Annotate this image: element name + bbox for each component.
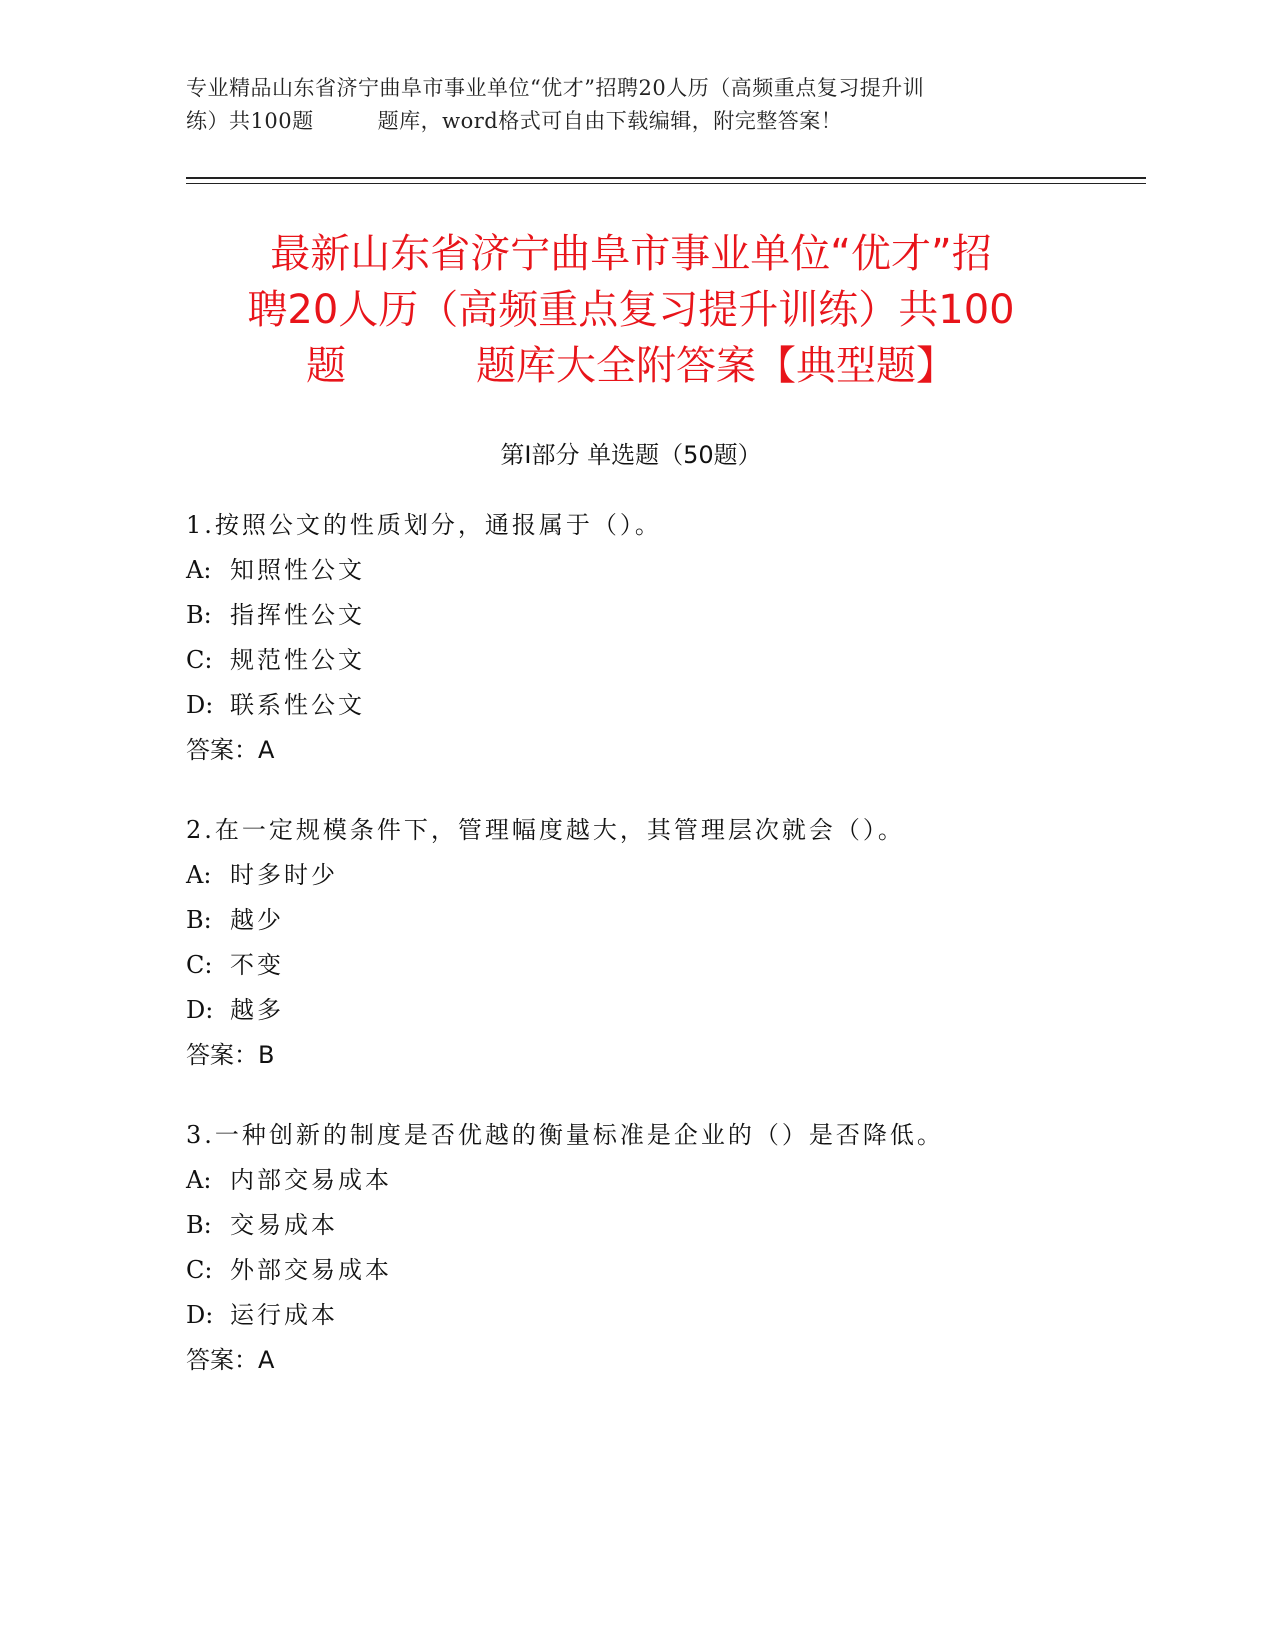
option-b [186,593,1086,638]
title-line-3 [186,338,1076,394]
option-letter: C: [186,951,213,979]
option-letter: B: [186,1211,212,1239]
option-text: 内部交易成本 [230,1166,392,1194]
question-3 [186,1113,1086,1383]
title-line-1: 最新山东省济宁曲阜市事业单位“优才”招 [270,231,992,277]
question-1 [186,503,1086,773]
option-text: 不变 [230,951,284,979]
header-line-2-part-2: 题库，word格式可自由下载编辑，附完整答案！ [377,109,843,133]
option-d [186,1293,1086,1338]
section-title: 第Ⅰ部分 单选题（50题） [500,441,762,469]
option-c [186,943,1086,988]
option-a [186,853,1086,898]
option-letter: D: [186,996,214,1024]
answer-line: 答案：A [186,1346,275,1374]
option-text: 知照性公文 [230,556,365,584]
answer-line: 答案：B [186,1041,275,1069]
option-letter: B: [186,601,212,629]
document-title [186,226,1076,394]
option-text: 外部交易成本 [230,1256,392,1284]
option-letter: C: [186,646,213,674]
option-b [186,898,1086,943]
option-text: 运行成本 [230,1301,338,1329]
header-divider-thin [186,183,1146,184]
option-b [186,1203,1086,1248]
option-text: 联系性公文 [230,691,365,719]
header-line-1: 专业精品山东省济宁曲阜市事业单位“优才”招聘20人历（高频重点复习提升训 [186,76,925,100]
option-a [186,1158,1086,1203]
option-letter: A: [186,1166,212,1194]
option-d [186,988,1086,1033]
option-text: 时多时少 [230,861,338,889]
option-c [186,638,1086,683]
option-letter: B: [186,906,212,934]
question-2 [186,808,1086,1078]
question-stem: 3.一种创新的制度是否优越的衡量标准是企业的（）是否降低。 [186,1121,944,1149]
option-letter: C: [186,1256,213,1284]
option-letter: A: [186,556,212,584]
option-a [186,548,1086,593]
header-line-2 [186,105,1086,138]
header-line-2-part-1: 练）共100题 [186,109,314,133]
title-line-3-part-1: 题 [306,343,346,389]
option-letter: D: [186,1301,214,1329]
header-divider-thick [186,177,1146,179]
option-text: 越多 [230,996,284,1024]
option-text: 规范性公文 [230,646,365,674]
option-d [186,683,1086,728]
question-stem: 2.在一定规模条件下，管理幅度越大，其管理层次就会（）。 [186,816,905,844]
answer-line: 答案：A [186,736,275,764]
question-stem: 1.按照公文的性质划分，通报属于（）。 [186,511,662,539]
option-text: 越少 [230,906,284,934]
option-text: 指挥性公文 [230,601,365,629]
option-c [186,1248,1086,1293]
document-header [186,72,1086,138]
option-text: 交易成本 [230,1211,338,1239]
title-line-3-part-2: 题库大全附答案【典型题】 [476,343,956,389]
title-line-2: 聘20人历（高频重点复习提升训练）共100 [247,287,1015,333]
option-letter: D: [186,691,214,719]
option-letter: A: [186,861,212,889]
